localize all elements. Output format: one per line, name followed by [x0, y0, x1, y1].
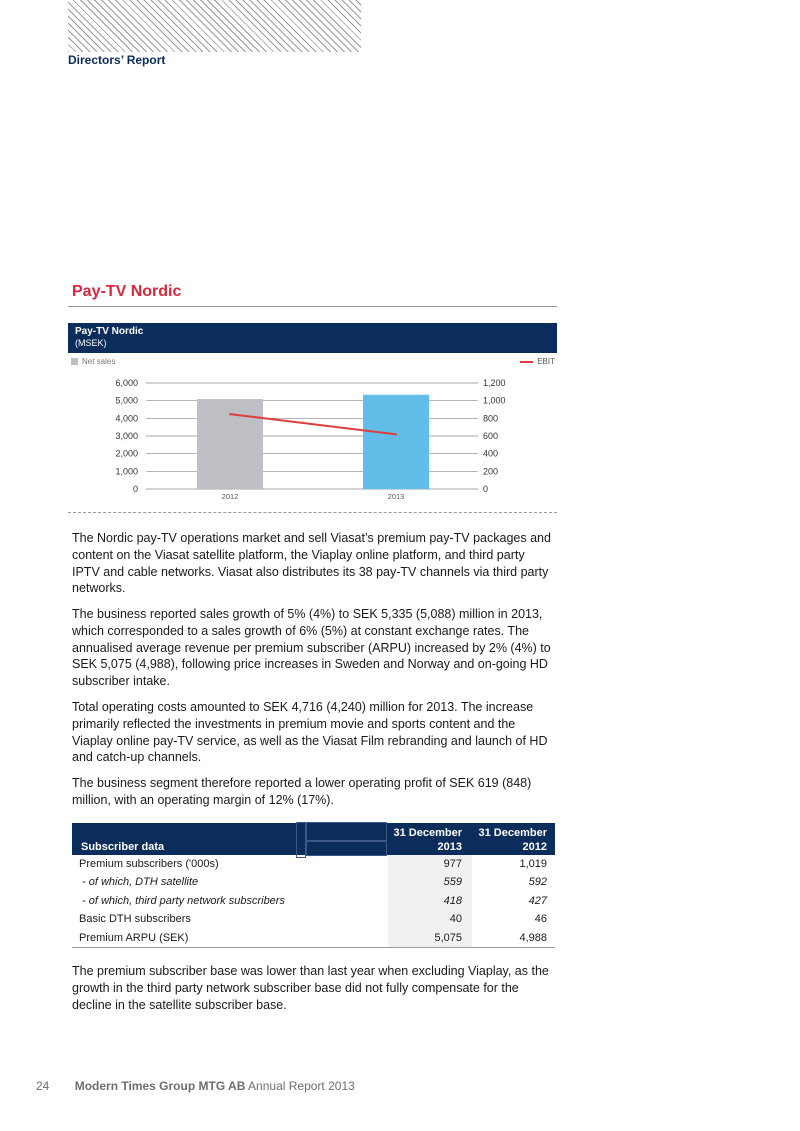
legend-ebit-swatch	[520, 361, 533, 363]
row-value-2013: 418	[443, 894, 462, 907]
row-value-2013: 40	[449, 913, 462, 926]
column-header-2013-line1: 31 December	[393, 827, 462, 839]
left-tick-label: 4,000	[115, 413, 138, 424]
right-tick-label: 600	[483, 431, 499, 441]
legend-net-sales-swatch	[71, 358, 78, 365]
right-tick-label: 200	[483, 466, 499, 477]
table-row	[72, 855, 555, 873]
section-heading: Pay-TV Nordic	[72, 283, 182, 300]
chart-subtitle: (MSEK)	[75, 338, 107, 348]
row-value-2013: 977	[443, 858, 462, 870]
column-header-2012-line1: 31 December	[478, 827, 547, 839]
left-tick-label: 5,000	[115, 395, 138, 406]
legend-ebit	[520, 357, 555, 366]
section-label: Directors’ Report	[68, 53, 166, 67]
row-value-2012: 4,988	[519, 931, 547, 944]
row-value-2012: 46	[534, 913, 547, 926]
table-row	[72, 873, 555, 891]
row-value-2012: 592	[528, 876, 547, 889]
x-tick-label: 2012	[221, 492, 239, 501]
header-hatch-pattern	[68, 0, 361, 52]
row-value-2012: 427	[528, 894, 547, 907]
left-tick-label: 3,000	[115, 431, 138, 441]
heading-divider	[68, 306, 557, 307]
table-label: Subscriber data	[81, 841, 165, 853]
column-header-2013-line2: 2013	[437, 841, 462, 853]
page-number: 24	[36, 1079, 50, 1093]
table-row	[72, 910, 555, 928]
right-tick-label: 400	[483, 448, 499, 459]
bar-2012	[197, 399, 263, 489]
footer-report: Annual Report 2013	[248, 1079, 355, 1093]
chart-title: Pay-TV Nordic	[75, 326, 144, 337]
paragraph-1: The Nordic pay-TV operations market and sell Viasat’s premium pay-TV packages and content on the Viasat satellite platform, the Viaplay online platform, and third party IPTV and cable networks. Viasat also distributes its 38 pay-TV channels via third party networks.	[72, 531, 551, 596]
chart-bottom-divider	[68, 512, 557, 513]
row-label: - of which, third party network subscribers	[82, 894, 285, 907]
row-value-2013: 5,075	[434, 931, 462, 944]
chart-plot	[68, 371, 557, 501]
left-tick-label: 2,000	[115, 448, 138, 459]
legend-ebit-label: EBIT	[537, 357, 555, 366]
column-header-2012-line2: 2012	[522, 841, 547, 853]
paragraph-3: Total operating costs amounted to SEK 4,716 (4,240) million for 2013. The increase primarily reflected the investments in premium movie and sports content and the Viaplay online pay-TV service, as well as the Viasat Film rebranding and launch of HD and catch-up channels.	[72, 700, 548, 765]
paragraph-4: The business segment therefore reported a lower operating profit of SEK 619 (848) million, with an operating margin of 12% (17%).	[72, 776, 532, 807]
table-header	[72, 823, 555, 855]
bar-2013	[363, 395, 429, 489]
legend-net-sales-label: Net sales	[82, 357, 116, 366]
right-tick-label: 1,200	[483, 378, 506, 388]
column-header-2013	[394, 826, 463, 854]
ebit-point-2013	[395, 433, 397, 435]
table-body	[72, 855, 555, 947]
left-tick-label: 0	[132, 484, 138, 494]
left-tick-label: 1,000	[115, 466, 138, 477]
legend-net-sales	[71, 357, 115, 366]
header-deco	[296, 822, 306, 858]
x-tick-label: 2013	[387, 492, 405, 501]
table-row	[72, 892, 555, 910]
table-bottom-rule	[72, 947, 555, 948]
ebit-point-2012	[229, 413, 231, 415]
column-header-2012	[479, 826, 548, 854]
left-tick-label: 6,000	[115, 378, 138, 388]
paragraph-2: The business reported sales growth of 5% (4%) to SEK 5,335 (5,088) million in 2013, which corresponded to a sales growth of 6% (5%) at constant exchange rates. The annualised average revenue per premium subscriber (ARPU) increased by 2% (4%) to SEK 5,075 (4,988), following price increases in Sweden and Norway and on-going HD subscriber intake.	[72, 607, 551, 689]
header-deco	[306, 822, 387, 842]
chart-header	[68, 323, 557, 353]
row-label: - of which, DTH satellite	[82, 876, 199, 889]
right-tick-label: 0	[483, 484, 489, 494]
row-value-2013: 559	[443, 876, 462, 889]
row-value-2012: 1,019	[519, 858, 547, 870]
closing-paragraph: The premium subscriber base was lower than last year when excluding Viaplay, as the growth in the third party network subscriber base did not fully compensate for the decline in the satellite subscriber base.	[72, 964, 549, 1012]
footer-company: Modern Times Group MTG AB	[74, 1079, 246, 1093]
right-tick-label: 800	[483, 413, 499, 424]
table-row	[72, 929, 555, 947]
right-tick-label: 1,000	[483, 395, 506, 406]
row-label: Basic DTH subscribers	[79, 913, 191, 926]
chart	[68, 323, 557, 511]
row-label: Premium ARPU (SEK)	[79, 931, 189, 944]
page-footer	[36, 1079, 355, 1093]
header-deco	[306, 840, 387, 856]
row-label: Premium subscribers ('000s)	[79, 858, 219, 870]
